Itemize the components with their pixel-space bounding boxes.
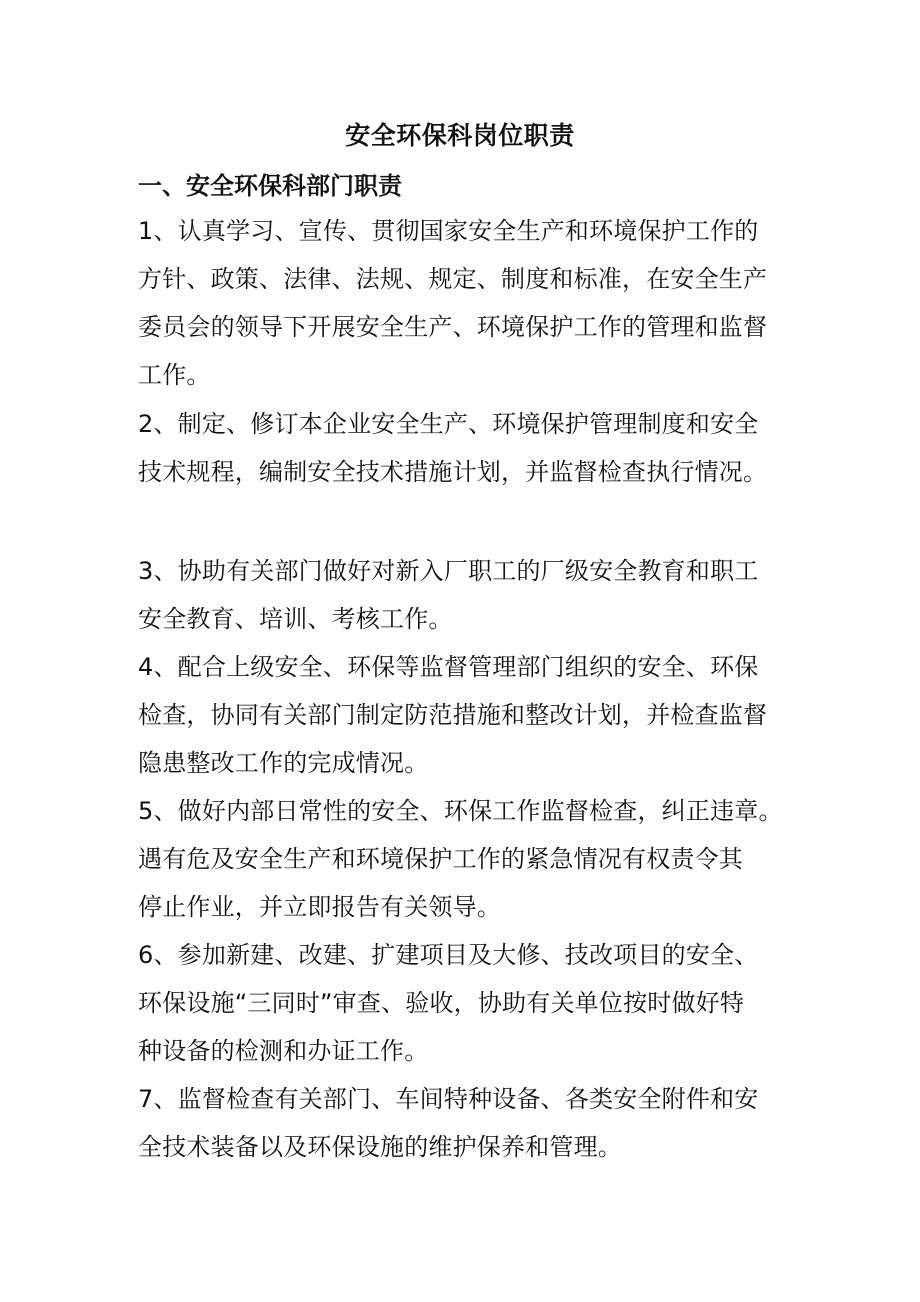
text-line: 5、做好内部日常性的安全、环保工作监督检查，纠正违章。 — [138, 797, 783, 825]
text-line: 工作。 — [138, 361, 211, 389]
duty-item-6 — [138, 931, 788, 1075]
text-line: 3、协助有关部门做好对新入厂职工的厂级安全教育和职工 — [138, 557, 759, 585]
text-line: 4、配合上级安全、环保等监督管理部门组织的安全、环保 — [138, 653, 759, 681]
duty-item-7 — [138, 1075, 788, 1171]
duty-item-2 — [138, 400, 788, 496]
text-line: 委员会的领导下开展安全生产、环境保护工作的管理和监督 — [138, 313, 768, 341]
text-line: 1、认真学习、宣传、贯彻国家安全生产和环境保护工作的 — [138, 217, 759, 245]
text-line: 全技术装备以及环保设施的维护保养和管理。 — [138, 1133, 622, 1161]
section-heading: 一、安全环保科部门职责 — [138, 172, 402, 200]
text-line: 7、监督检查有关部门、车间特种设备、各类安全附件和安 — [138, 1085, 759, 1113]
text-line: 方针、政策、法律、法规、规定、制度和标准，在安全生产 — [138, 265, 768, 293]
text-line: 检查，协同有关部门制定防范措施和整改计划，并检查监督 — [138, 701, 768, 729]
text-line: 技术规程，编制安全技术措施计划，并监督检查执行情况。 — [138, 458, 768, 486]
text-line: 安全教育、培训、考核工作。 — [138, 605, 453, 633]
text-line: 种设备的检测和办证工作。 — [138, 1037, 429, 1065]
duty-item-4 — [138, 643, 788, 787]
text-line: 遇有危及安全生产和环境保护工作的紧急情况有权责令其 — [138, 845, 743, 873]
duty-item-5 — [138, 787, 788, 931]
document-title: 安全环保科岗位职责 — [345, 121, 575, 150]
duty-item-3 — [138, 547, 788, 643]
text-line: 环保设施“三同时”审查、验收，协助有关单位按时做好特 — [138, 989, 745, 1017]
text-line: 6、参加新建、改建、扩建项目及大修、技改项目的安全、 — [138, 941, 759, 969]
text-line: 2、制定、修订本企业安全生产、环境保护管理制度和安全 — [138, 410, 759, 438]
text-line: 隐患整改工作的完成情况。 — [138, 749, 429, 777]
text-line: 停止作业，并立即报告有关领导。 — [138, 893, 501, 921]
duty-item-1 — [138, 207, 788, 399]
